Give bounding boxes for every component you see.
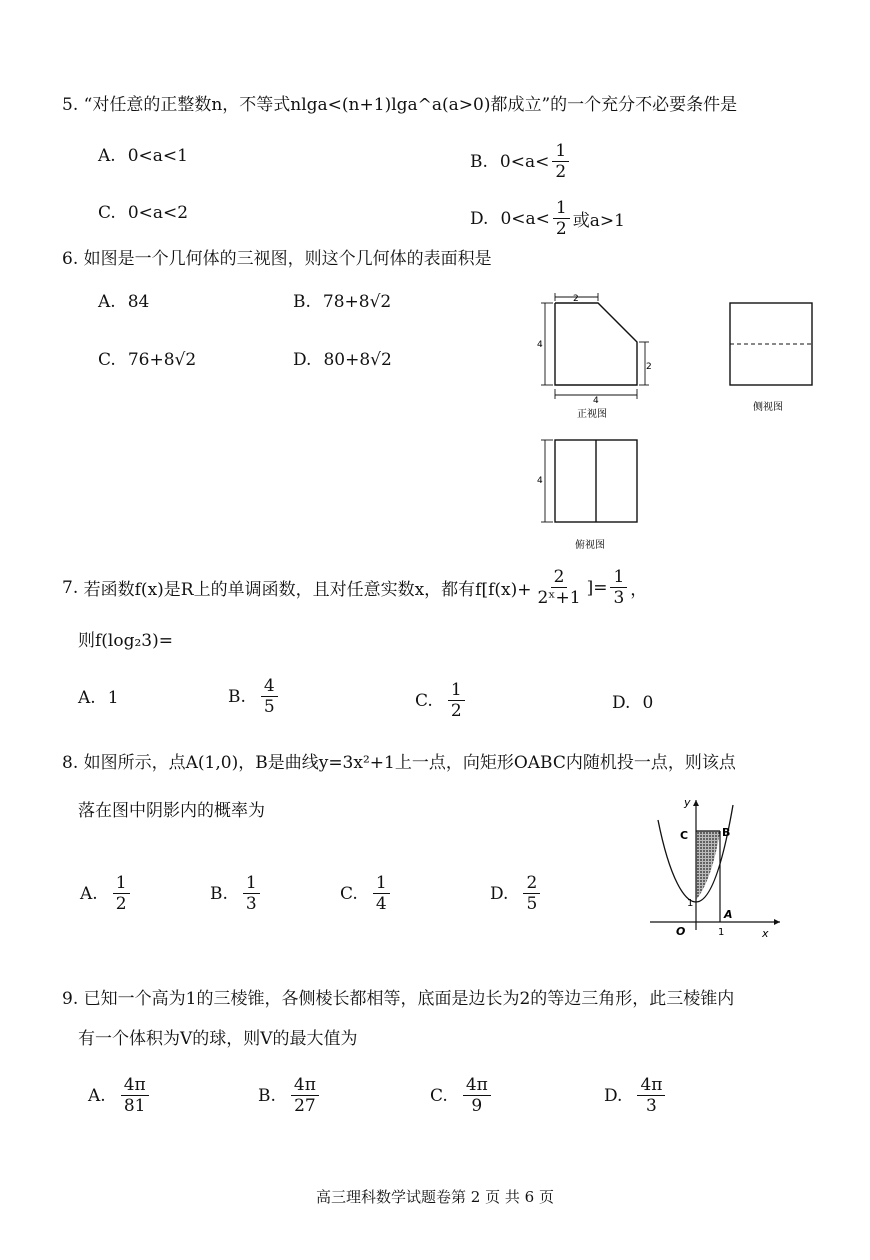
front-view-label: 正视图 [577, 409, 607, 420]
q5-option-d: D. 0<a< $\frac{1}{2}$ 或a>1 [470, 198, 625, 239]
q8-line2: 落在图中阴影内的概率为 [78, 801, 265, 821]
q5-option-b: B. 0<a< $\frac{1}{2}$ [470, 141, 572, 182]
q7-line2: 则f(log₂3)= [78, 631, 173, 651]
q9-line2: 有一个体积为V的球，则V的最大值为 [78, 1029, 358, 1049]
q8-stem: 8. 如图所示，点A(1,0)，B是曲线y=3x²+1上一点，向矩形OABC内随机投一点，则该点 [62, 753, 736, 773]
q5-option-a: A. 0<a<1 [98, 146, 188, 166]
q9-option-d: D. $\frac{4\pi}{3}$ [604, 1075, 668, 1116]
q7-option-b: B. $\frac{4}{5}$ [228, 676, 281, 717]
point-o-label: O [676, 925, 686, 938]
front-dim-bottom: 4 [593, 396, 599, 406]
q5-stem: 5. “对任意的正整数n，不等式nlga<(n+1)lga^a(a>0)都成立”的一个充分不必要条件是 [62, 95, 738, 115]
top-dim-left: 4 [537, 476, 543, 486]
front-dim-top: 2 [573, 294, 579, 304]
point-c-label: C [680, 829, 689, 842]
front-view [541, 293, 649, 399]
q6-option-b: B. 78+8√2 [293, 292, 392, 312]
page-footer: 高三理科数学试题卷第 2 页 共 6 页 [316, 1188, 554, 1206]
q9-option-a: A. $\frac{4\pi}{81}$ [88, 1075, 152, 1116]
tick-1-x: 1 [718, 927, 725, 938]
q7-option-d: D. 0 [612, 693, 654, 713]
q6-three-view-figure [525, 285, 835, 560]
q9-option-b: B. $\frac{4\pi}{27}$ [258, 1075, 322, 1116]
q7-option-c: C. $\frac{1}{2}$ [415, 680, 468, 721]
x-axis-label: x [762, 927, 769, 940]
q6-stem: 6. 如图是一个几何体的三视图，则这个几何体的表面积是 [62, 249, 492, 269]
front-dim-left: 4 [537, 340, 543, 350]
q7-option-a: A. 1 [78, 688, 119, 708]
q6-option-d: D. 80+8√2 [293, 350, 392, 370]
q6-option-a: A. 84 [98, 292, 150, 312]
top-view [541, 440, 637, 522]
shaded-region [696, 831, 720, 900]
top-view-label: 俯视图 [575, 540, 605, 551]
q8-figure [640, 790, 790, 940]
q9-stem: 9. 已知一个高为1的三棱锥，各侧棱长都相等，底面是边长为2的等边三角形，此三棱锥内 [62, 989, 735, 1009]
point-a-label: A [724, 908, 733, 921]
q8-option-b: B. $\frac{1}{3}$ [210, 873, 263, 914]
q6-option-c: C. 76+8√2 [98, 350, 197, 370]
side-view [730, 303, 812, 385]
front-dim-right: 2 [646, 362, 652, 372]
point-b-label: B [722, 826, 731, 839]
q5-option-c: C. 0<a<2 [98, 203, 189, 223]
q7-stem: 7. 若函数f(x)是R上的单调函数，且对任意实数x，都有f[f(x)+ $\frac{2}{\text{2ˣ+1}}$ ]= $\frac{1}{3}$ ， [62, 567, 648, 608]
y-axis-label: y [684, 796, 691, 809]
q9-option-c: C. $\frac{4\pi}{9}$ [430, 1075, 494, 1116]
q8-option-c: C. $\frac{1}{4}$ [340, 873, 393, 914]
q8-option-d: D. $\frac{2}{5}$ [490, 873, 543, 914]
tick-1-y: 1 [687, 898, 694, 909]
q8-option-a: A. $\frac{1}{2}$ [80, 873, 133, 914]
side-view-label: 侧视图 [753, 402, 783, 413]
